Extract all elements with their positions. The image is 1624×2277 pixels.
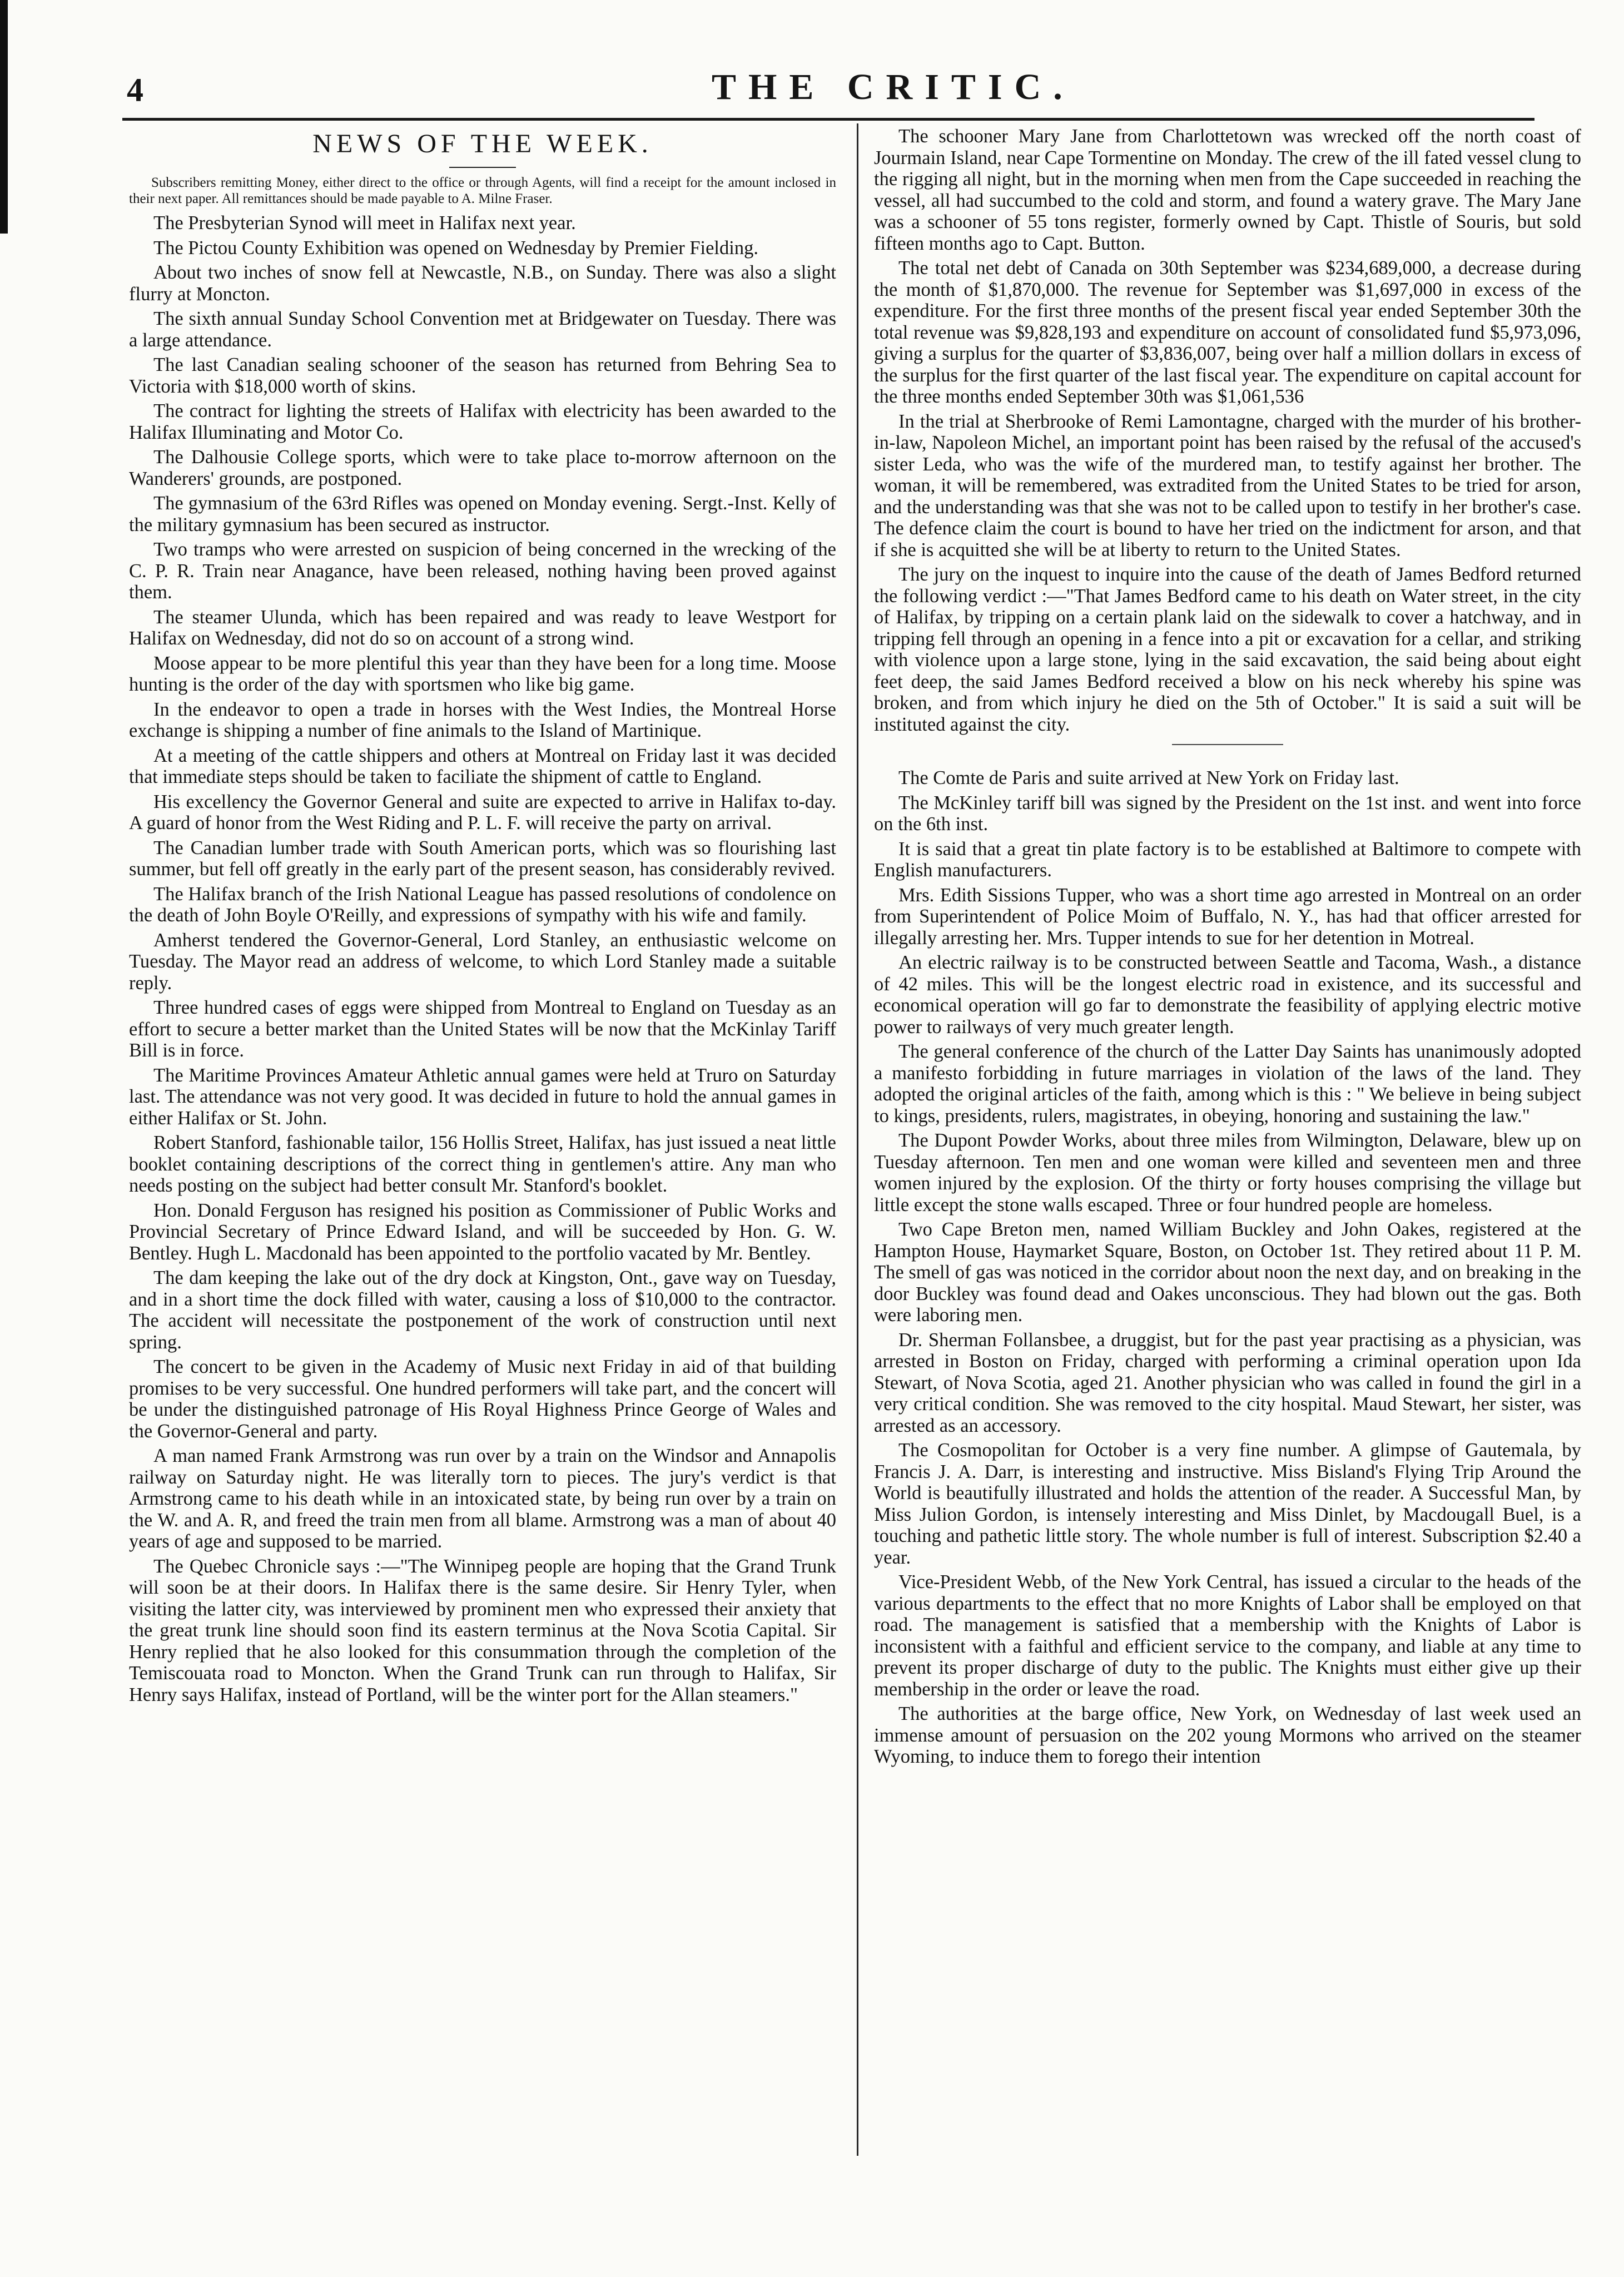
masthead-rule [122, 118, 1534, 121]
news-item: At a meeting of the cattle shippers and others at Montreal on Friday last it was decided that immediate steps should be taken to faciliate the shipment of cattle to England. [129, 745, 836, 787]
news-item: The Dalhousie College sports, which were to take place to-morrow afternoon on the Wanderers' grounds, are postponed. [129, 447, 836, 489]
news-item: The Quebec Chronicle says :—"The Winnipeg people are hoping that the Grand Trunk will soon be at their doors. In Halifax there is the same desire. Sir Henry Tyler, when visiting the latter city, was interviewed by prominent men who expressed their anxiety that the great trunk line should soon find its eastern terminus at the Nova Scotia Capital. Sir Henry replied that he also looked for this consummation through the completion of the Temiscouata road to Moncton. When the Grand Trunk can run through to Halifax, Sir Henry says Halifax, instead of Portland, will be the winter port for the Allan steamers." [129, 1555, 836, 1705]
news-item: The Comte de Paris and suite arrived at New York on Friday last. [898, 767, 1399, 788]
news-item: Mrs. Edith Sissions Tupper, who was a short time ago arrested in Montreal on an order from Superintendent of Police Moim of Buffalo, N. Y., has had that officer arrested for illegally arresting her. Mrs. Tupper intends to sue for her detention in Motreal. [874, 884, 1581, 949]
page-number: 4 [127, 72, 143, 108]
left-column [129, 126, 836, 2155]
section-title: NEWS OF THE WEEK. [312, 129, 653, 158]
news-item: It is said that a great tin plate factory is to be established at Baltimore to compete with English manufacturers. [874, 838, 1581, 881]
news-item: Two tramps who were arrested on suspicion of being concerned in the wrecking of the C. P. R. Train near Anagance, have been released, nothing having been proved against them. [129, 539, 836, 603]
news-item: The Cosmopolitan for October is a very fine number. A glimpse of Gautemala, by Francis J. A. Darr, is interesting and instructive. Miss Bisland's Flying Trip Around the World is beautifully illustrated and holds the attention of the reader. A Successful Man, by Miss Julion Gordon, is intensely interesting and Miss Dinlet, by Macdougall Buel, is a touching and pathetic little story. The whole number is full of interest. Subscription $2.40 a year. [874, 1440, 1581, 1568]
news-item: The authorities at the barge office, New York, on Wednesday of last week used an immense amount of persuasion on the 202 young Mormons who arrived on the steamer Wyoming, to induce them to forego their intention [874, 1703, 1581, 1767]
news-item: Hon. Donald Ferguson has resigned his position as Commissioner of Public Works and Provincial Secretary of Prince Edward Island, and will be succeeded by Hon. G. W. Bentley. Hugh L. Macdonald has been appointed to the portfolio vacated by Mr. Bentley. [129, 1199, 836, 1264]
column-rule [857, 123, 858, 2156]
news-item: The sixth annual Sunday School Convention met at Bridgewater on Tuesday. There was a large attendance. [129, 308, 836, 351]
news-item: Moose appear to be more plentiful this year than they have been for a long time. Moose hunting is the order of the day with sportsmen who like big game. [129, 652, 836, 695]
news-item: His excellency the Governor General and suite are expected to arrive in Halifax to-day. A guard of honor from the West Riding and P. L. F. will receive the party on arrival. [129, 791, 836, 834]
news-item: The general conference of the church of the Latter Day Saints has unanimously adopted a manifesto forbidding in future marriages in violation of the laws of the land. They adopted the original articles of the faith, among which is this : " We believe in being subject to kings, presidents, rulers, magistrates, in obeying, honoring and sustaining the law." [874, 1041, 1581, 1127]
news-item: Dr. Sherman Follansbee, a druggist, but for the past year practising as a physician, was arrested in Boston on Friday, charged with performing a criminal operation upon Ida Stewart, of Nova Scotia, aged 21. Another physician who was called in found the girl in a very critical condition. She was removed to the city hospital. Maud Stewart, her sister, was arrested as an accessory. [874, 1329, 1581, 1436]
news-item: The Presbyterian Synod will meet in Halifax next year. [153, 212, 576, 234]
news-item: The gymnasium of the 63rd Rifles was opened on Monday evening. Sergt.-Inst. Kelly of the military gymnasium has been secured as instructor. [129, 493, 836, 535]
subscribers-notice: Subscribers remitting Money, either direct to the office or through Agents, will find a receipt for the amount inclosed in their next paper. All remittances should be made payable to A. Milne Fraser. [129, 175, 836, 206]
news-item: In the trial at Sherbrooke of Remi Lamontagne, charged with the murder of his brother-in-law, Napoleon Michel, an important point has been raised by the refusal of the accused's sister Leda, who was the wife of the murdered man, to testify against her brother. The woman, it will be remembered, was extradited from the United States to be tried for arson, and the understanding was that she was not to be called upon to testify in her brother's case. The defence claim the court is bound to have her tried on the indictment for arson, and that if she is acquitted she will be at liberty to return to the United States. [874, 410, 1581, 560]
news-item: The contract for lighting the streets of Halifax with electricity has been awarded to the Halifax Illuminating and Motor Co. [129, 400, 836, 443]
news-item: The Canadian lumber trade with South American ports, which was so flourishing last summer, but fell off greatly in the early part of the present season, has considerably revived. [129, 837, 836, 880]
news-item: The jury on the inquest to inquire into the cause of the death of James Bedford returned the following verdict :—"That James Bedford came to his death on Water street, in the city of Halifax, by tripping on a certain plank laid on the sidewalk to cover a hatchway, and in tripping fell through an opening in a fence into a pit or excavation for a cellar, and striking with violence upon a large stone, lying in the said excavation, the said being about eight feet deep, the said James Bedford received a blow on his neck whereby his spine was broken, and from which injury he died on the 5th of October." It is said a suit will be instituted against the city. [874, 564, 1581, 735]
news-item: The concert to be given in the Academy of Music next Friday in aid of that building promises to be very successful. One hundred performers will take part, and the concert will be under the distinguished patronage of His Royal Highness Prince George of Wales and the Governor-General and party. [129, 1356, 836, 1442]
news-item: The dam keeping the lake out of the dry dock at Kingston, Ont., gave way on Tuesday, and in a short time the dock filled with water, causing a loss of $10,000 to the contractor. The accident will necessitate the postponement of the work of construction until next spring. [129, 1267, 836, 1353]
news-item: A man named Frank Armstrong was run over by a train on the Windsor and Annapolis railway on Saturday night. He was literally torn to pieces. The jury's verdict is that Armstrong came to his death while in an intoxicated state, by being run over by a train on the W. and A. R, and freed the train men from all blame. Armstrong was a man of about 40 years of age and supposed to be married. [129, 1445, 836, 1552]
news-item: The schooner Mary Jane from Charlottetown was wrecked off the north coast of Jourmain Island, near Cape Tormentine on Monday. The crew of the ill fated vessel clung to the rigging all night, but in the morning when men from the Cape succeeded in reaching the vessel, all had succumbed to the cold and storm, and found a watery grave. The Mary Jane was a schooner of 55 tons register, formerly owned by Capt. Thistle of Souris, but sold fifteen months ago to Capt. Button. [874, 126, 1581, 254]
news-item: Vice-President Webb, of the New York Central, has issued a circular to the heads of the various departments to the effect that no more Knights of Labor shall be employed on that road. The management is satisfied that a membership with the Knights of Labor is inconsistent with a faithful and efficient service to the company, and liable at any time to prevent its proper discharge of duty to the public. The Knights must either give up their membership in the order or leave the road. [874, 1571, 1581, 1700]
news-item: The steamer Ulunda, which has been repaired and was ready to leave Westport for Halifax on Wednesday, did not do so on account of a strong wind. [129, 606, 836, 649]
right-column [874, 126, 1581, 2155]
news-item: Robert Stanford, fashionable tailor, 156 Hollis Street, Halifax, has just issued a neat little booklet containing descriptions of the correct thing in gentlemen's attire. Any man who needs posting on the subject had better consult Mr. Stanford's booklet. [129, 1132, 836, 1196]
news-item: About two inches of snow fell at Newcastle, N.B., on Sunday. There was also a slight flurry at Moncton. [129, 262, 836, 305]
news-item: The Pictou County Exhibition was opened on Wednesday by Premier Fielding. [153, 237, 758, 259]
news-item: An electric railway is to be constructed between Seattle and Tacoma, Wash., a distance of 42 miles. This will be the longest electric road in existence, and its successful and economical operation will go far to demonstrate the feasibility of applying electric motive power to railways of very much greater length. [874, 952, 1581, 1038]
news-item: The last Canadian sealing schooner of the season has returned from Behring Sea to Victoria with $18,000 worth of skins. [129, 354, 836, 397]
title-rule [449, 167, 516, 168]
news-item: The Maritime Provinces Amateur Athletic annual games were held at Truro on Saturday last. The attendance was not very good. It was decided in future to hold the annual games in either Halifax or St. John. [129, 1064, 836, 1129]
news-item: The McKinley tariff bill was signed by the President on the 1st inst. and went into force on the 6th inst. [874, 792, 1581, 835]
news-item: Three hundred cases of eggs were shipped from Montreal to England on Tuesday as an effort to secure a better market than the United States will be now that the McKinlay Tariff Bill is in force. [129, 997, 836, 1061]
news-item: In the endeavor to open a trade in horses with the West Indies, the Montreal Horse exchange is shipping a number of fine animals to the Island of Martinique. [129, 698, 836, 741]
binding-edge [0, 0, 8, 234]
masthead-title: THE CRITIC. [712, 67, 1075, 107]
news-item: The Dupont Powder Works, about three miles from Wilmington, Delaware, blew up on Tuesday afternoon. Ten men and one woman were killed and seventeen men and three women injured by the explosion. Of the thirty or forty houses comprising the village but little except the stone walls escaped. Three or four hundred people are homeless. [874, 1130, 1581, 1216]
news-item: Two Cape Breton men, named William Buckley and John Oakes, registered at the Hampton House, Haymarket Square, Boston, on October 1st. They retired about 11 P. M. The smell of gas was noticed in the corridor about noon the next day, and on breaking in the door Buckley was found dead and Oakes unconscious. They had blown out the gas. Both were laboring men. [874, 1219, 1581, 1326]
news-item: Amherst tendered the Governor-General, Lord Stanley, an enthusiastic welcome on Tuesday. The Mayor read an address of welcome, to which Lord Stanley made a suitable reply. [129, 929, 836, 994]
news-item: The total net debt of Canada on 30th September was $234,689,000, a decrease during the month of $1,870,000. The revenue for September was $1,697,000 in excess of the expenditure. For the first three months of the present fiscal year ended September 30th the total revenue was $9,828,193 and expenditure on account of consolidated fund $5,973,096, giving a surplus for the quarter of $3,836,007, being over half a million dollars in excess of the surplus for the first quarter of the last fiscal year. The expenditure on capital account for the three months ended September 30th was $1,061,536 [874, 257, 1581, 407]
section-divider [1172, 744, 1283, 745]
news-item: The Halifax branch of the Irish National League has passed resolutions of condolence on the death of John Boyle O'Reilly, and expressions of sympathy with his wife and family. [129, 883, 836, 926]
